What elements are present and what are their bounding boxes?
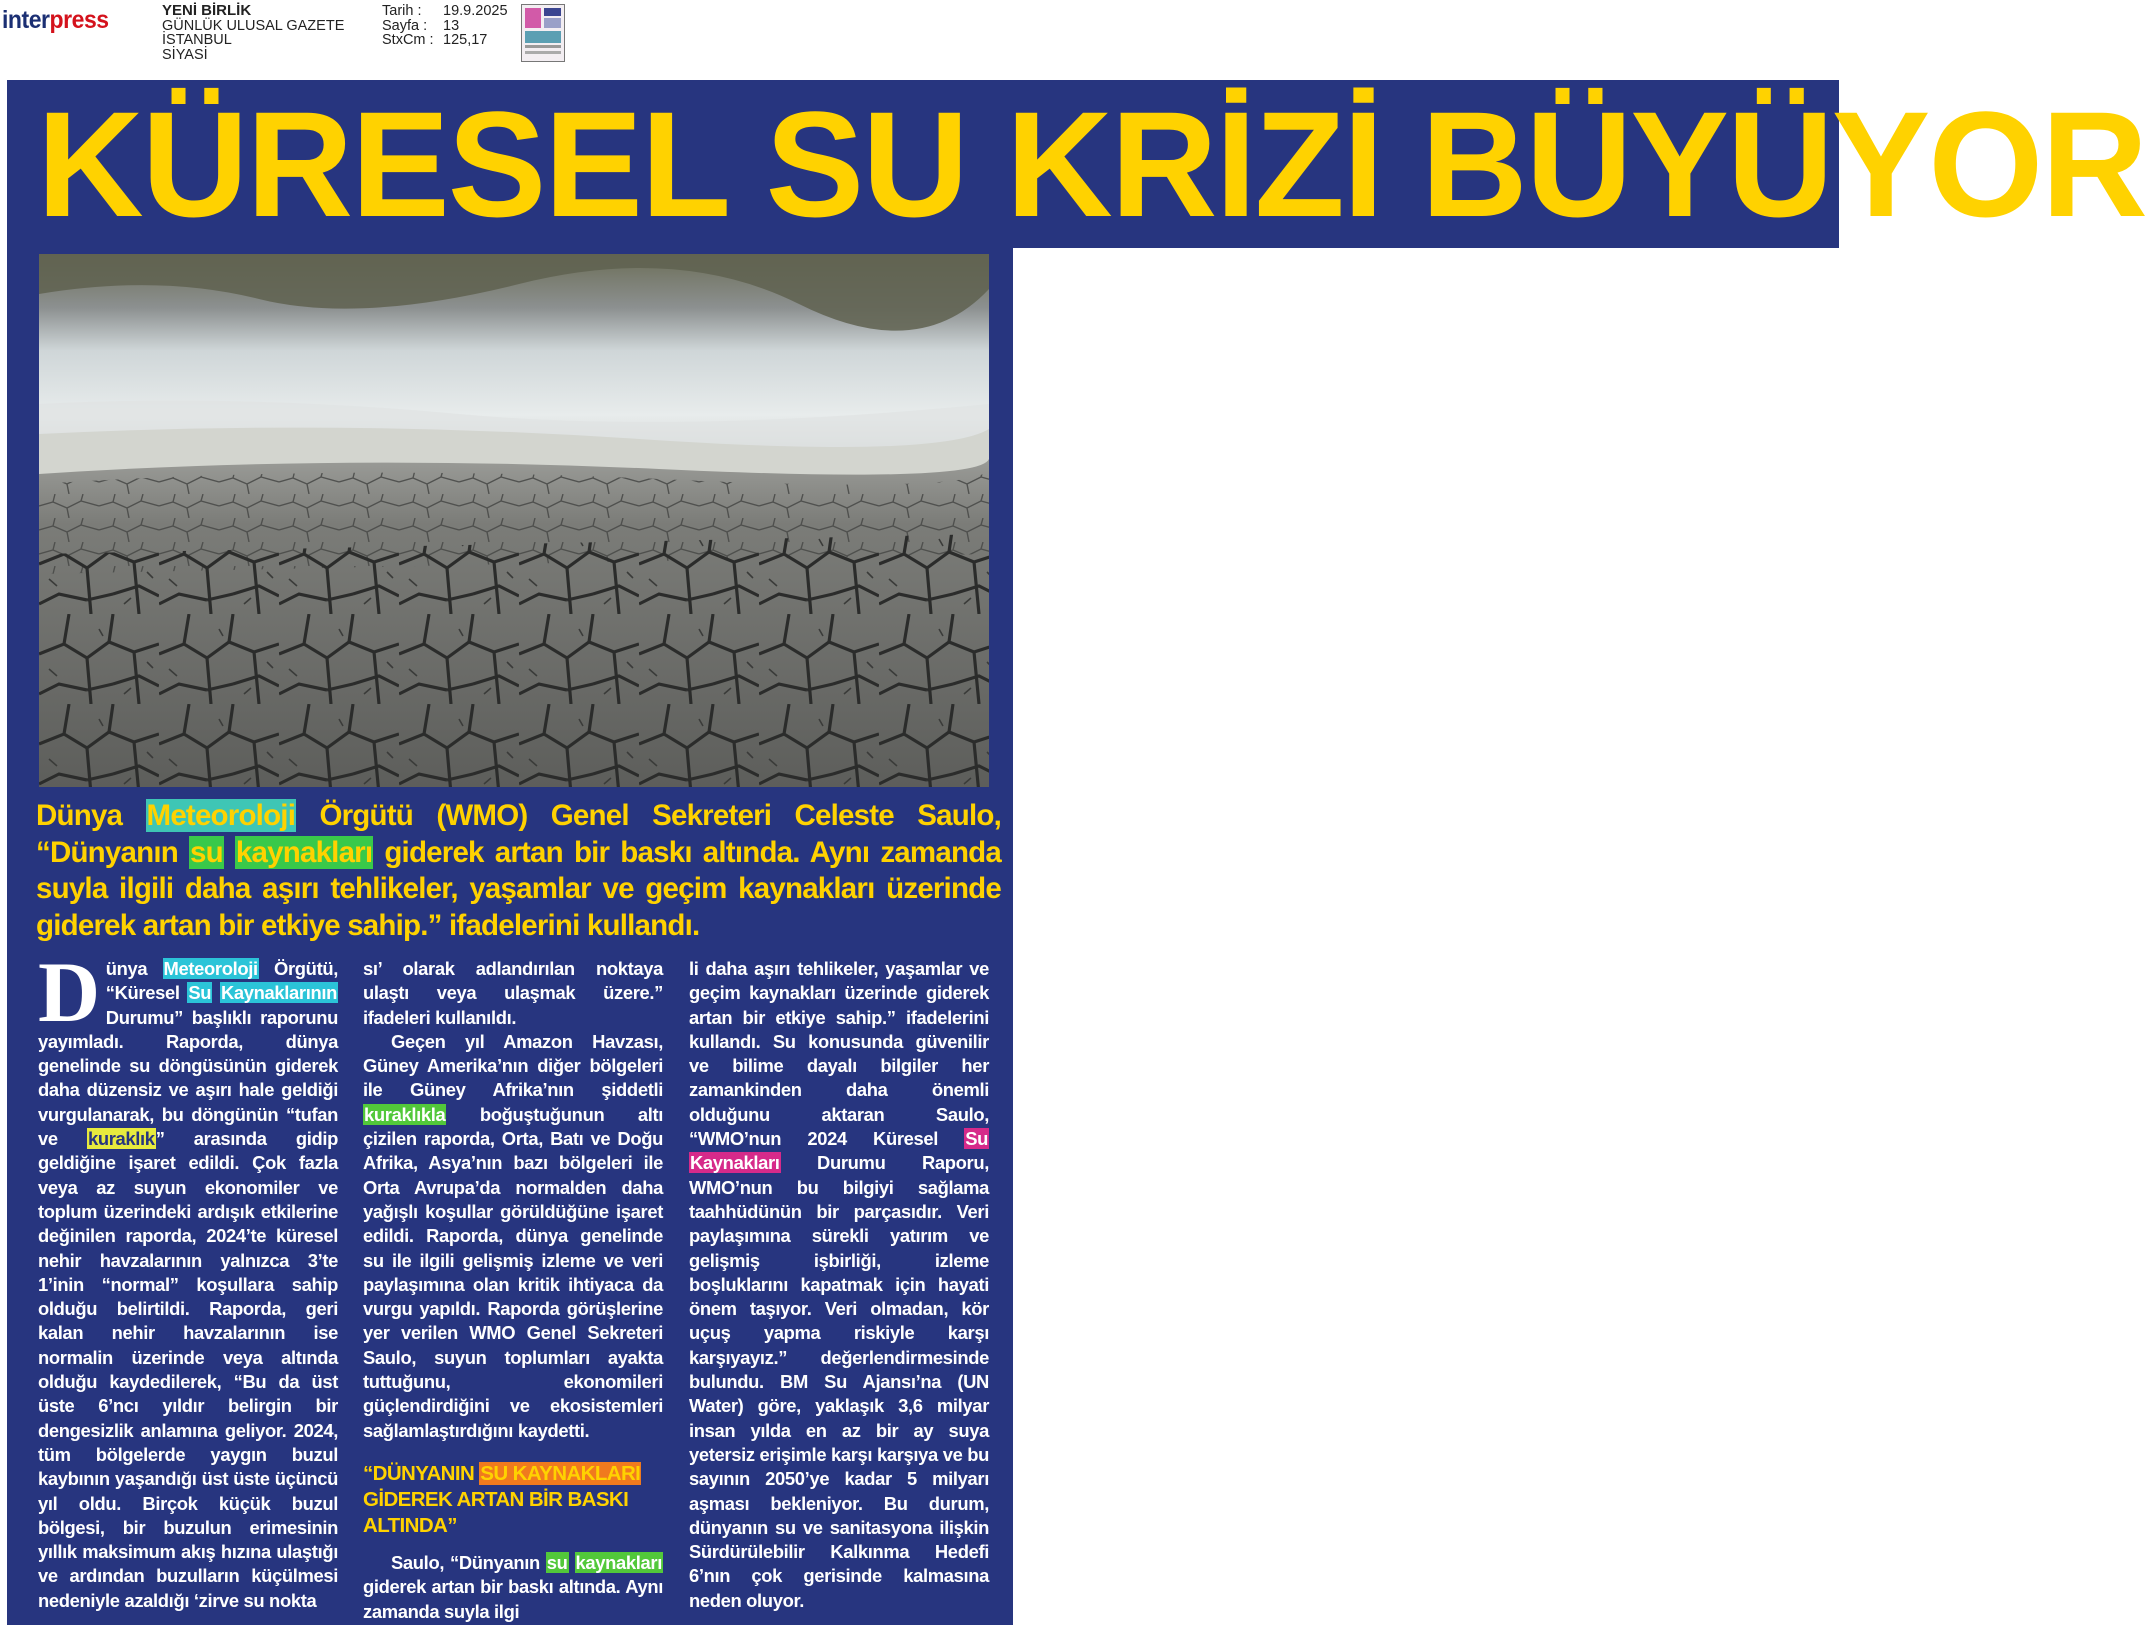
col2-highlight-kurakli: kuraklıkla xyxy=(364,1103,446,1125)
col2-text-3: Saulo, “Dünyanın xyxy=(391,1551,546,1573)
lead-text-2: Örgütü (WMO) Genel Sekreteri Celeste Saulo, “Dünyanın xyxy=(36,799,1001,869)
lead-text-1: Dünya xyxy=(36,799,146,832)
col2-text-2: boğuştuğunun altı çizilen raporda, Orta, Batı ve Doğu Afrika, Asya’nın bazı bölgeleri ile Orta Avrupa’da normalden daha yağışlı koşullar görüldüğüne işaret edildi. Raporda, dünya genelinde su ile ilgili gelişmiş izleme ve veri paylaşımına olan kritik ihtiyaca da vurgu yapıldı. Raporda görüşlerine yer verilen WMO Genel Sekreteri Saulo, suyun toplumları ayakta tuttuğunu, ekonomileri güçlendirdiğini ve ekosistemleri sağlamlaştırdığını kaydetti. xyxy=(363,1103,663,1441)
lead-highlight-meteoroloji: Meteoroloji xyxy=(146,799,296,832)
col2-text-1: Geçen yıl Amazon Havzası, Güney Amerika’nın diğer bölgeleri ile Güney Afrika’nın şiddetli xyxy=(363,1030,663,1101)
article-photo xyxy=(39,254,989,787)
page-thumbnail[interactable] xyxy=(521,4,565,62)
col2-highlight-su: su xyxy=(546,1551,568,1573)
article-column-3 xyxy=(689,957,989,1613)
col3-text-2: Durumu Raporu, WMO’nun bu bilgiyi sağlama taahhüdünün bir parçasıdır. Veri paylaşımına sürekli yatırım ve gelişmiş işbirliği, izleme boşluklarını kapatmak için hayati önem taşıyor. Veri olmadan, kör uçuş yapma riskiyle karşı karşıyayız.” değerlendirmesinde bulundu. BM Su Ajansı’na (UN Water) göre, yaklaşık 3,6 milyar insan yılda en az bir ay suya yetersiz erişimle karşı karşıya ve bu sayının 2050’ye kadar 5 milyarı aşması bekleniyor. Bu durum, dünyanın su ve sanitasyona ilişkin Sürdürülebilir Kalkınma Hedefi 6’nın çok gerisinde kalmasına neden oluyor. xyxy=(689,1152,989,1611)
publication-section: SİYASİ xyxy=(162,46,208,63)
col1-paragraph xyxy=(38,944,338,1613)
col2-space xyxy=(569,1552,575,1573)
col2-paragraph-3 xyxy=(363,1551,663,1624)
col3-highlight-su: Su xyxy=(965,1128,988,1150)
subhead-text-1: “DÜNYANIN xyxy=(363,1461,480,1485)
subhead-text-2: GİDEREK ARTAN BİR BASKI ALTINDA” xyxy=(363,1487,629,1537)
publication-info xyxy=(162,4,392,62)
logo-inter: inter xyxy=(2,6,50,34)
interpress-logo xyxy=(2,6,109,35)
col1-highlight-kuraklik: kuraklık xyxy=(87,1128,155,1150)
col2-paragraph-2 xyxy=(363,1030,663,1443)
col1-text-2: Örgütü, “Küresel xyxy=(105,958,338,1004)
date-value: 19.9.2025 xyxy=(443,3,508,19)
publication-name: YENİ BİRLİK xyxy=(162,2,252,19)
headline-band xyxy=(7,80,2146,248)
article-headline: KÜRESEL SU KRİZİ BÜYÜYOR xyxy=(37,80,2146,248)
col1-highlight-su: Su xyxy=(188,982,212,1004)
col3-text-1: li daha aşırı tehlikeler, yaşamlar ve geçim kaynakları üzerinde giderek artan bir etkiye sahip.” ifadelerini kullandı. Su konusunda güvenilir ve bilime dayalı bilgiler her zamankinden daha önemli olduğunu aktaran Saulo, “WMO’nun 2024 Küresel xyxy=(689,958,989,1150)
stxcm-value: 125,17 xyxy=(443,32,488,48)
publication-city: İSTANBUL xyxy=(162,32,232,48)
article-column-1 xyxy=(38,944,338,1613)
col3-highlight-kaynaklari: Kaynakları xyxy=(690,1152,780,1174)
clipping-meta xyxy=(382,4,508,48)
stxcm-label: StxCm : xyxy=(382,32,434,48)
col1-text-1: ünya xyxy=(105,958,163,979)
col1-space xyxy=(212,982,220,1003)
col1-text-4: ” arasında gidip geldiğine işaret edildi. Çok fazla veya az suyun ekonomiler ve toplum üzerindeki ardışık etkilerine değinilen raporda, 2024’te küresel nehir havzalarının yalnızca 3’te 1’inin “normal” koşullara sahip olduğu belirtildi. Raporda, geri kalan nehir havzalarının ise normalin üzerinde veya altında olduğu kaydedilerek, “Bu da üst üste 6’ncı yıldır belirgin bir dengesizlik anlamına geliyor. 2024, tüm bölgelerde yaygın buzul kaybının yaşandığı üst üste üçüncü yıl oldu. Birçok küçük buzul bölgesi, bir buzulun erimesinin yıllık maksimum akış hızına ulaştığı ve ardından buzulların küçülmesi nedeniyle azaldığı ‘zirve su nokta xyxy=(38,1128,338,1611)
article-subheading xyxy=(363,1461,663,1539)
col2-text-4: giderek artan bir baskı altında. Aynı zamanda suyla ilgi xyxy=(363,1576,663,1622)
lead-text-3: giderek artan bir baskı altında. Aynı zamanda suyla ilgili daha aşırı tehlikeler, yaşamlar ve geçim kaynakları üzerinde giderek artan bir etkiye sahip.” ifadelerini kullandı. xyxy=(36,835,1001,942)
col1-highlight-meteoroloji: Meteoroloji xyxy=(163,958,258,979)
col2-highlight-kaynaklari: kaynakları xyxy=(575,1551,662,1573)
lead-highlight-su: su xyxy=(190,835,223,869)
col3-paragraph xyxy=(689,957,989,1613)
subhead-highlight: SU KAYNAKLARI xyxy=(480,1461,641,1485)
dry-lakebed-photo xyxy=(39,254,989,787)
publication-type: GÜNLÜK ULUSAL GAZETE xyxy=(162,17,345,34)
article-body xyxy=(7,248,1013,1625)
col1-highlight-kaynaklarinin: Kaynaklarının xyxy=(220,982,337,1004)
logo-press: press xyxy=(49,6,109,34)
article-lead xyxy=(36,798,1001,944)
article-column-2 xyxy=(363,957,663,1624)
col2-paragraph-1: sı’ olarak adlandırılan noktaya ulaştı veya ulaşmak üzere.” ifadeleri kullanıldı. xyxy=(363,958,663,1028)
date-label: Tarih : xyxy=(382,3,422,19)
lead-space xyxy=(224,836,235,869)
col1-text-3: Durumu” başlıklı raporunu yayımladı. Raporda, dünya genelinde su döngüsünün giderek daha düzensiz ve aşırı hale geldiği vurgulanarak, bu döngünün “tufan ve xyxy=(38,1006,338,1150)
page-label: Sayfa : xyxy=(382,17,428,34)
drop-cap: D xyxy=(38,944,100,1040)
page-value: 13 xyxy=(443,17,460,34)
lead-highlight-kaynaklari: kaynakları xyxy=(235,835,373,869)
